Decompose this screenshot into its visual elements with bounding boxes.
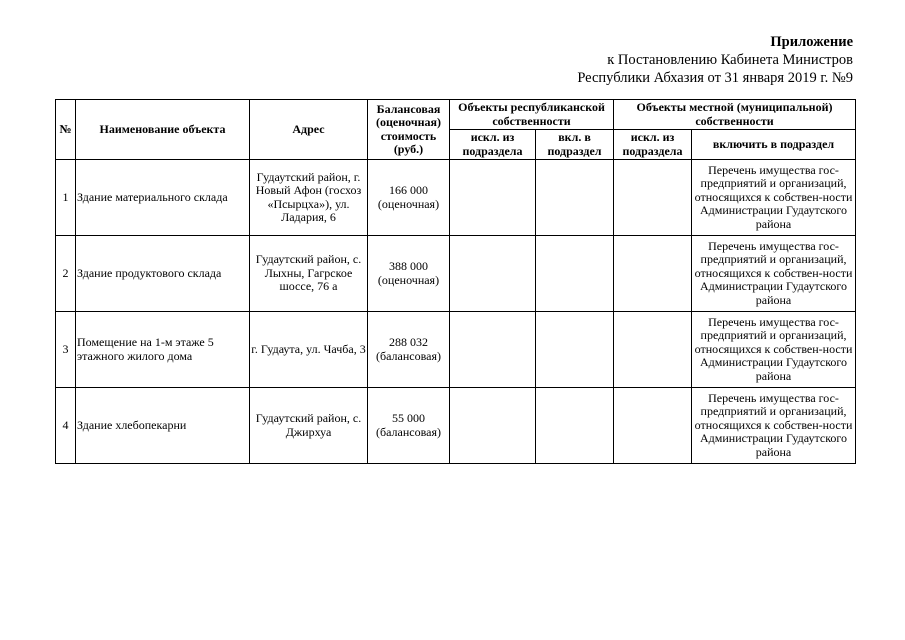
- object-name: Здание хлебопекарни: [76, 388, 250, 464]
- loc-excluded-cell: [614, 388, 692, 464]
- object-name: Здание продуктового склада: [76, 236, 250, 312]
- loc-include-cell: Перечень имущества гос-предприятий и организаций, относящихся к собствен-ности Администрации Гудаутского района: [692, 160, 856, 236]
- resolution-reference: к Постановлению Кабинета Министров: [607, 52, 853, 68]
- col-header-loc-excluded: искл. из подраздела: [614, 130, 692, 160]
- rep-excluded-cell: [450, 388, 536, 464]
- value-amount: 166 000: [389, 183, 428, 197]
- col-header-local: Объекты местной (муниципальной) собственности: [614, 100, 856, 130]
- object-name: Здание материального склада: [76, 160, 250, 236]
- table-row: [56, 312, 856, 388]
- loc-include-cell: Перечень имущества гос-предприятий и организаций, относящихся к собствен-ности Администрации Гудаутского района: [692, 312, 856, 388]
- value-type: (балансовая): [376, 348, 441, 363]
- value-type: (балансовая): [376, 424, 441, 439]
- value-type: (оценочная): [377, 196, 440, 211]
- value-amount: 55 000: [392, 411, 425, 425]
- object-name: Помещение на 1-м этаже 5 этажного жилого дома: [76, 312, 250, 388]
- loc-excluded-cell: [614, 312, 692, 388]
- table-row: [56, 236, 856, 312]
- col-header-value: Балансовая (оценочная) стоимость (руб.): [368, 100, 450, 160]
- row-number: 1: [56, 160, 76, 236]
- property-table: [55, 99, 856, 464]
- rep-included-cell: [536, 236, 614, 312]
- resolution-date-number: Республики Абхазия от 31 января 2019 г. №9: [577, 70, 853, 86]
- loc-include-cell: Перечень имущества гос-предприятий и организаций, относящихся к собствен-ности Администрации Гудаутского района: [692, 236, 856, 312]
- loc-excluded-cell: [614, 236, 692, 312]
- rep-included-cell: [536, 160, 614, 236]
- col-header-rep-excluded: искл. из подраздела: [450, 130, 536, 160]
- value-amount: 388 000: [389, 259, 428, 273]
- table-row: [56, 388, 856, 464]
- object-value: [368, 236, 450, 312]
- appendix-title: Приложение: [770, 34, 853, 50]
- col-header-loc-include: включить в подраздел: [692, 130, 856, 160]
- loc-include-cell: Перечень имущества гос-предприятий и организаций, относящихся к собствен-ности Администрации Гудаутского района: [692, 388, 856, 464]
- object-address: Гудаутский район, с. Джирхуа: [250, 388, 368, 464]
- row-number: 4: [56, 388, 76, 464]
- object-value: [368, 388, 450, 464]
- object-value: [368, 312, 450, 388]
- row-number: 2: [56, 236, 76, 312]
- col-header-name: Наименование объекта: [76, 100, 250, 160]
- object-address: Гудаутский район, г. Новый Афон (госхоз «Псырцха»), ул. Ладария, 6: [250, 160, 368, 236]
- value-type: (оценочная): [377, 272, 440, 287]
- document-header: [577, 33, 853, 87]
- object-value: [368, 160, 450, 236]
- rep-excluded-cell: [450, 160, 536, 236]
- loc-excluded-cell: [614, 160, 692, 236]
- object-address: г. Гудаута, ул. Чачба, 3: [250, 312, 368, 388]
- col-header-republican: Объекты республиканской собственности: [450, 100, 614, 130]
- row-number: 3: [56, 312, 76, 388]
- rep-included-cell: [536, 312, 614, 388]
- value-amount: 288 032: [389, 335, 428, 349]
- rep-excluded-cell: [450, 312, 536, 388]
- col-header-number: №: [56, 100, 76, 160]
- col-header-address: Адрес: [250, 100, 368, 160]
- col-header-rep-included: вкл. в подраздел: [536, 130, 614, 160]
- object-address: Гудаутский район, с. Лыхны, Гагрское шоссе, 76 а: [250, 236, 368, 312]
- rep-included-cell: [536, 388, 614, 464]
- rep-excluded-cell: [450, 236, 536, 312]
- table-row: [56, 160, 856, 236]
